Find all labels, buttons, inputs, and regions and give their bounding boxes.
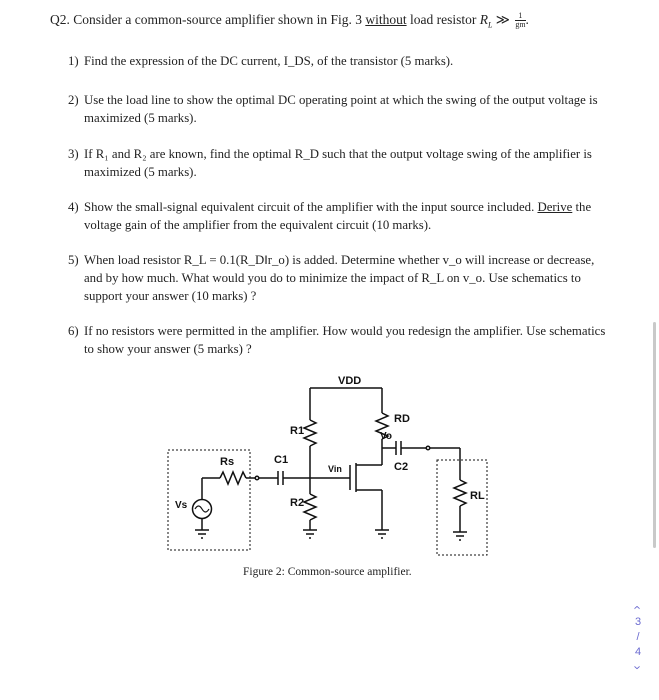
fraction-numerator: 1 xyxy=(515,12,525,21)
current-page: 3 xyxy=(634,616,642,628)
item-text: If no resistors were permitted in the amplifier. How would you redesign the amplifier. Use schematics to show your answer (5 marks) ? xyxy=(84,324,606,356)
question-header xyxy=(50,12,529,30)
r1-label: R1 xyxy=(290,425,305,437)
common-source-amplifier-schematic xyxy=(160,368,500,563)
rl-label: RL xyxy=(470,490,485,502)
item-number: 1) xyxy=(68,54,79,68)
item-underlined: Derive xyxy=(537,200,573,214)
condition-fraction xyxy=(515,12,525,29)
question-item-3 xyxy=(68,145,613,181)
r2-label: R2 xyxy=(290,497,305,509)
scrollbar[interactable] xyxy=(653,322,656,548)
question-item-2 xyxy=(68,91,613,127)
item-text: Use the load line to show the optimal DC operating point at which the swing of the output voltage is maximized (5 marks). xyxy=(84,93,598,125)
question-label: Q2. xyxy=(50,12,70,27)
question-item-1 xyxy=(68,52,613,70)
item-number: 2) xyxy=(68,93,79,107)
item-text: Find the expression of the DC current, I_DS, of the transistor (5 marks). xyxy=(84,54,454,68)
c2-label: C2 xyxy=(394,461,409,473)
input-terminal xyxy=(255,476,259,480)
item-text-before: Show the small-signal equivalent circuit of the amplifier with the input source included. xyxy=(84,200,535,214)
r1-resistor xyxy=(304,420,316,446)
total-pages: 4 xyxy=(634,646,642,658)
rl-resistor xyxy=(454,480,466,506)
rs-resistor xyxy=(220,472,246,484)
question-item-5 xyxy=(68,251,613,305)
vin-label: Vin xyxy=(328,464,342,474)
question-item-4 xyxy=(68,198,613,234)
output-terminal xyxy=(426,446,430,450)
question-end: . xyxy=(525,12,529,27)
item-number: 4) xyxy=(68,200,79,214)
ground-icon xyxy=(453,532,467,540)
vs-label: Vs xyxy=(175,500,188,511)
r2-resistor xyxy=(304,494,316,520)
item-text xyxy=(84,198,613,234)
item-text-after: the voltage gain of the amplifier from the equivalent circuit (10 marks). xyxy=(84,200,592,232)
question-text-after: load resistor xyxy=(409,12,477,27)
figure-caption: Figure 2: Common-source amplifier. xyxy=(243,566,412,578)
fraction-denominator: gm xyxy=(515,20,526,30)
page-navigator xyxy=(627,600,649,675)
page-separator: / xyxy=(636,631,640,643)
chevron-down-icon[interactable]: › xyxy=(630,665,646,670)
ground-icon xyxy=(375,530,389,538)
ground-icon xyxy=(303,530,317,538)
sine-icon xyxy=(195,506,209,512)
load-box xyxy=(437,460,487,555)
rd-label: RD xyxy=(394,413,410,425)
condition-sub: L xyxy=(487,20,493,30)
item-number: 6) xyxy=(68,324,79,338)
vo-label: Vo xyxy=(380,431,393,442)
rs-label: Rs xyxy=(220,456,235,468)
item-text: If R₁ and R₂ are known, find the optimal R_D such that the output voltage swing of the amplifier is maximized (5 marks). xyxy=(84,147,592,179)
question-item-6 xyxy=(68,322,613,358)
c1-label: C1 xyxy=(274,454,289,466)
chevron-up-icon[interactable]: ‹ xyxy=(630,605,646,610)
item-text: When load resistor R_L = 0.1(R_D‖r_o) is added. Determine whether v_o will increase or decrease, and by how much. What would you do to minimize the impact of R_L on v_o. Use schematics to support your answer (10 marks) ? xyxy=(84,253,595,303)
question-underlined: without xyxy=(365,12,407,27)
ground-icon xyxy=(195,530,209,538)
item-number: 3) xyxy=(68,147,79,161)
condition-symbol: R xyxy=(479,12,488,27)
vdd-label: VDD xyxy=(338,375,362,387)
question-text: Consider a common-source amplifier shown in Fig. 3 xyxy=(73,12,362,27)
condition-relation: ≫ xyxy=(495,12,510,27)
item-number: 5) xyxy=(68,253,79,267)
